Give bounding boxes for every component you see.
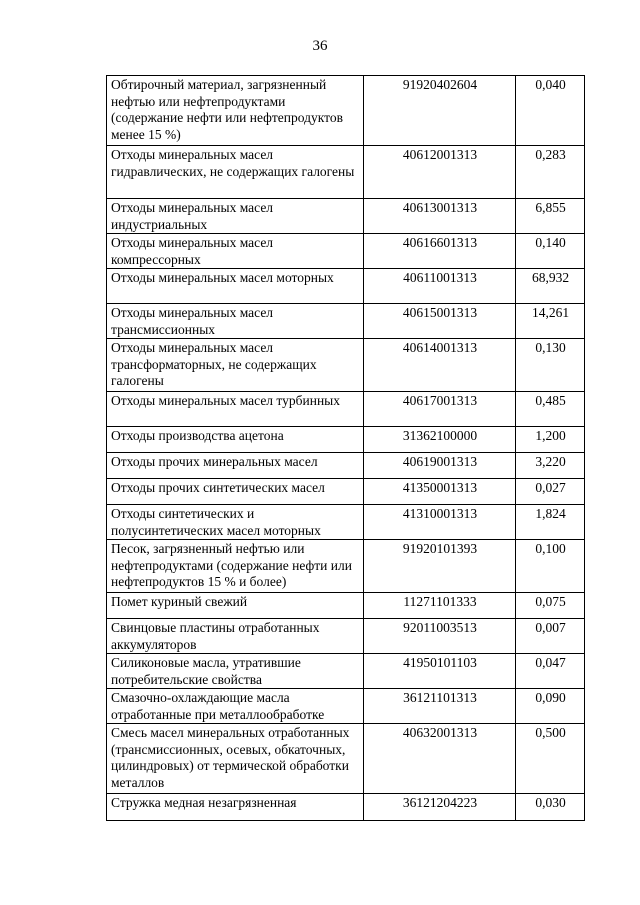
waste-quantity-cell: 14,261 [516, 304, 585, 339]
table-row [107, 689, 585, 724]
table-row [107, 479, 585, 505]
waste-code-cell: 40614001313 [364, 339, 516, 392]
table-row [107, 540, 585, 593]
waste-quantity-cell: 0,075 [516, 593, 585, 619]
waste-code-cell: 41350001313 [364, 479, 516, 505]
waste-name-cell: Силиконовые масла, утратившие потребительские свойства [107, 654, 364, 689]
waste-name-cell: Помет куриный свежий [107, 593, 364, 619]
waste-name-cell: Отходы производства ацетона [107, 427, 364, 453]
waste-name-cell: Песок, загрязненный нефтью или нефтепродуктами (содержание нефти или нефтепродуктов 15 % и более) [107, 540, 364, 593]
table-row [107, 199, 585, 234]
waste-quantity-cell: 0,500 [516, 724, 585, 794]
table-row [107, 146, 585, 199]
waste-name-cell: Отходы минеральных масел компрессорных [107, 234, 364, 269]
waste-name-cell: Отходы синтетических и полусинтетических масел моторных [107, 505, 364, 540]
waste-name-cell: Отходы минеральных масел трансформаторных, не содержащих галогены [107, 339, 364, 392]
page-number: 36 [312, 38, 328, 54]
waste-code-cell: 41310001313 [364, 505, 516, 540]
waste-code-cell: 40613001313 [364, 199, 516, 234]
waste-table-body [107, 76, 585, 821]
waste-name-cell: Отходы минеральных масел гидравлических, не содержащих галогены [107, 146, 364, 199]
waste-quantity-cell: 0,040 [516, 76, 585, 146]
waste-quantity-cell: 6,855 [516, 199, 585, 234]
waste-name-cell: Смесь масел минеральных отработанных (трансмиссионных, осевых, обкаточных, цилиндровых) от термической обработки металлов [107, 724, 364, 794]
waste-quantity-cell: 3,220 [516, 453, 585, 479]
waste-name-cell: Стружка медная незагрязненная [107, 794, 364, 821]
table-row [107, 794, 585, 821]
table-row [107, 453, 585, 479]
waste-code-cell: 40611001313 [364, 269, 516, 304]
waste-quantity-cell: 1,200 [516, 427, 585, 453]
waste-code-cell: 40616601313 [364, 234, 516, 269]
waste-quantity-cell: 68,932 [516, 269, 585, 304]
waste-code-cell: 41950101103 [364, 654, 516, 689]
table-row [107, 593, 585, 619]
waste-name-cell: Отходы минеральных масел трансмиссионных [107, 304, 364, 339]
waste-quantity-cell: 1,824 [516, 505, 585, 540]
waste-quantity-cell: 0,283 [516, 146, 585, 199]
waste-name-cell: Отходы минеральных масел турбинных [107, 392, 364, 427]
waste-name-cell: Смазочно-охлаждающие масла отработанные при металлообработке [107, 689, 364, 724]
table-row [107, 427, 585, 453]
waste-code-cell: 40619001313 [364, 453, 516, 479]
waste-name-cell: Свинцовые пластины отработанных аккумуляторов [107, 619, 364, 654]
waste-code-cell: 91920101393 [364, 540, 516, 593]
waste-quantity-cell: 0,140 [516, 234, 585, 269]
table-row [107, 269, 585, 304]
table-row [107, 234, 585, 269]
waste-code-cell: 40632001313 [364, 724, 516, 794]
waste-quantity-cell: 0,007 [516, 619, 585, 654]
waste-name-cell: Отходы прочих минеральных масел [107, 453, 364, 479]
table-row [107, 339, 585, 392]
table-row [107, 505, 585, 540]
waste-code-cell: 36121204223 [364, 794, 516, 821]
table-row [107, 304, 585, 339]
waste-name-cell: Отходы минеральных масел индустриальных [107, 199, 364, 234]
waste-name-cell: Отходы минеральных масел моторных [107, 269, 364, 304]
waste-quantity-cell: 0,027 [516, 479, 585, 505]
waste-code-cell: 40615001313 [364, 304, 516, 339]
table-row [107, 654, 585, 689]
waste-quantity-cell: 0,030 [516, 794, 585, 821]
table-row [107, 76, 585, 146]
waste-table [106, 75, 585, 821]
waste-quantity-cell: 0,047 [516, 654, 585, 689]
waste-code-cell: 40617001313 [364, 392, 516, 427]
waste-name-cell: Обтирочный материал, загрязненный нефтью или нефтепродуктами (содержание нефти или нефтепродуктов менее 15 %) [107, 76, 364, 146]
waste-code-cell: 92011003513 [364, 619, 516, 654]
table-row [107, 392, 585, 427]
table-row [107, 619, 585, 654]
waste-quantity-cell: 0,100 [516, 540, 585, 593]
waste-code-cell: 31362100000 [364, 427, 516, 453]
waste-name-cell: Отходы прочих синтетических масел [107, 479, 364, 505]
waste-code-cell: 40612001313 [364, 146, 516, 199]
waste-quantity-cell: 0,090 [516, 689, 585, 724]
waste-code-cell: 11271101333 [364, 593, 516, 619]
waste-quantity-cell: 0,130 [516, 339, 585, 392]
waste-quantity-cell: 0,485 [516, 392, 585, 427]
waste-code-cell: 91920402604 [364, 76, 516, 146]
waste-code-cell: 36121101313 [364, 689, 516, 724]
table-row [107, 724, 585, 794]
